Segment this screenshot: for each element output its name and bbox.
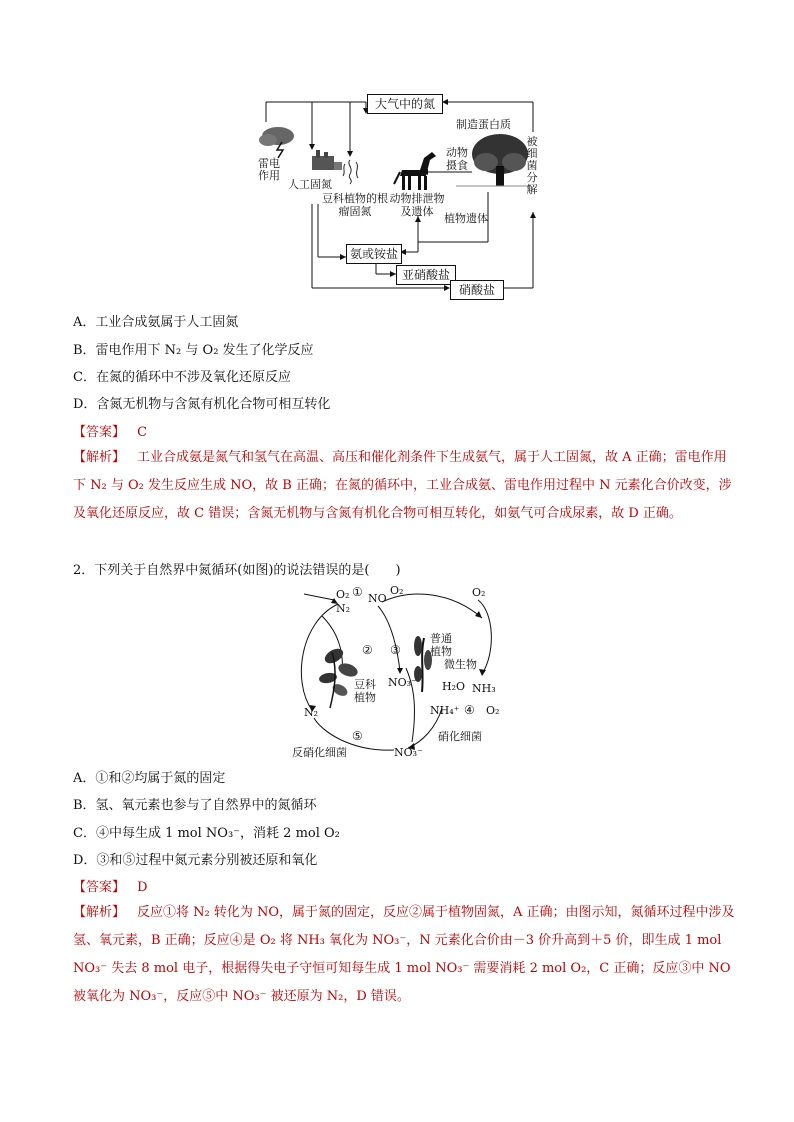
- q1-answer-label: 【答案】: [73, 425, 126, 440]
- label-animal-waste: 动物排泄物及遗体: [389, 192, 445, 218]
- q2-analysis-text: 反应①将 N₂ 转化为 NO，属于氮的固定，反应②属于植物固氮，A 正确；由图示知，氮循环过程中涉及氢、氧元素，B 正确；反应④是 O₂ 将 NH₃ 氧化为 NO₃⁻，N 元素化合价由－3 价升高到＋5 价，即生成 1 mol NO₃⁻ 失去 8 mol 电子，根据得失电子守恒可知每生成 1 mol NO₃⁻ 需要消耗 2 mol O₂，C 正确；反应③中 NO 被氧化为 NO₃⁻，反应⑤中 NO₃⁻ 被还原为 N₂，D 错误。: [73, 905, 735, 1004]
- q2-answer-label: 【答案】: [73, 880, 126, 895]
- label-bacteria-decompose: 被细菌分解: [526, 135, 538, 196]
- box-ammonia: 氨或铵盐: [346, 244, 402, 264]
- d2-nh3: NH₃: [472, 682, 496, 695]
- diagram2-arrows: [282, 582, 522, 760]
- d2-n2-top: N₂: [336, 602, 351, 615]
- nitrogen-cycle-diagram-2: [282, 582, 522, 760]
- d2-circle-1: ①: [352, 585, 363, 599]
- d2-o2-1: O₂: [336, 588, 350, 601]
- q2-analysis-label: 【解析】: [73, 905, 126, 920]
- q1-option-b: B．雷电作用下 N₂ 与 O₂ 发生了化学反应: [73, 343, 314, 358]
- d2-circle-3: ③: [390, 643, 401, 657]
- d2-nitrify: 硝化细菌: [438, 730, 482, 743]
- q1-option-a: A．工业合成氨属于人工固氮: [73, 315, 239, 330]
- d2-denitrify: 反硝化细菌: [292, 746, 347, 759]
- d2-h2o: H₂O: [442, 680, 466, 693]
- q1-answer: [73, 424, 147, 442]
- d2-nh4: NH₄⁺: [430, 704, 460, 717]
- d2-circle-4: ④: [464, 703, 475, 717]
- d2-n2-left: N₂: [304, 706, 319, 719]
- d2-no3-mid: NO₃⁻: [388, 676, 417, 689]
- d2-microbe: 微生物: [444, 658, 477, 671]
- q1-analysis-label: 【解析】: [73, 450, 126, 465]
- q1-analysis-text: 工业合成氨是氮气和氢气在高温、高压和催化剂条件下生成氨气，属于人工固氮，故 A 正确；雷电作用下 N₂ 与 O₂ 发生反应生成 NO，故 B 正确；在氮的循环中，工业合成氨、雷电作用过程中 N 元素化合价改变，涉及氧化还原反应，故 C 错误；含氮无机物与含氮有机化合物可相互转化，如氨气可合成尿素，故 D 正确。: [73, 450, 732, 521]
- label-thunder: 雷电作用: [258, 157, 280, 182]
- d2-no: NO: [368, 592, 387, 605]
- label-make-protein: 制造蛋白质: [456, 118, 511, 131]
- factory-icon: [312, 150, 342, 170]
- q2-option-d: D．③和⑤过程中氮元素分别被还原和氧化: [73, 853, 318, 868]
- d2-legume-plant: 豆科植物: [354, 678, 376, 704]
- q2-stem: 2．下列关于自然界中氮循环(如图)的说法错误的是( ): [73, 563, 401, 578]
- q2-option-c: C．④中每生成 1 mol NO₃⁻，消耗 2 mol O₂: [73, 826, 340, 841]
- d2-o2-4: O₂: [486, 704, 500, 717]
- d2-circle-5: ⑤: [352, 729, 363, 743]
- cloud-icon: [259, 127, 294, 158]
- q1-answer-value: C: [137, 425, 148, 440]
- q1-option-d: D．含氮无机物与含氮有机化合物可相互转化: [73, 397, 331, 412]
- horse-icon: [394, 152, 436, 190]
- label-artificial-fixation: 人工固氮: [288, 178, 332, 191]
- q1-option-c: C．在氮的循环中不涉及氧化还原反应: [73, 370, 291, 385]
- legume-plant-icon: [343, 160, 358, 184]
- box-atmosphere-nitrogen: 大气中的氮: [367, 94, 443, 114]
- d2-o2-3: O₂: [472, 586, 486, 599]
- d2-normal-plant: 普通植物: [430, 632, 452, 658]
- box-nitrate: 硝酸盐: [450, 280, 504, 300]
- nitrogen-cycle-diagram-1: [250, 92, 550, 304]
- q2-answer-value: D: [137, 880, 148, 895]
- label-legume-fixation: 豆科植物的根瘤固氮: [322, 192, 388, 218]
- box-nitrite: 亚硝酸盐: [396, 265, 456, 285]
- q2-answer: [73, 879, 148, 897]
- d2-o2-2: O₂: [390, 584, 404, 597]
- label-animal-eat: 动物摄食: [446, 146, 468, 172]
- label-plant-remains: 植物遗体: [444, 212, 488, 225]
- q2-analysis: [73, 899, 737, 1011]
- d2-circle-2: ②: [362, 643, 373, 657]
- q2-option-a: A．①和②均属于氮的固定: [73, 771, 226, 786]
- q2-option-b: B．氢、氧元素也参与了自然界中的氮循环: [73, 798, 317, 813]
- q1-analysis: [73, 444, 737, 528]
- d2-no3-bottom: NO₃⁻: [394, 746, 423, 759]
